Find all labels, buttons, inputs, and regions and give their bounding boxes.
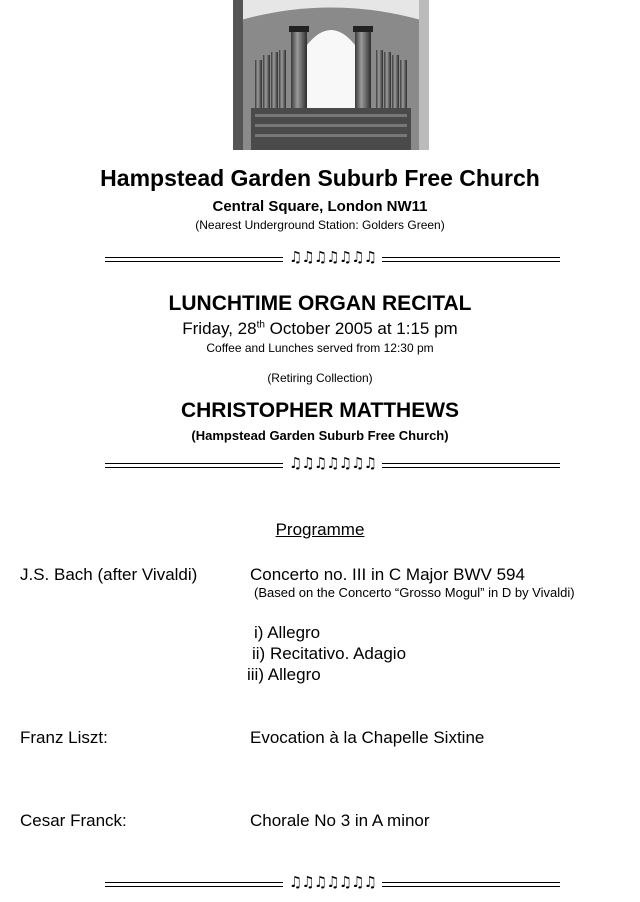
organ-photo xyxy=(233,0,429,150)
work-bach-concerto: Concerto no. III in C Major BWV 594 xyxy=(250,565,525,584)
event-date-suffix: October 2005 at 1:15 pm xyxy=(264,319,458,338)
divider-rule-left xyxy=(105,463,283,469)
composer-bach: J.S. Bach (after Vivaldi) xyxy=(20,565,198,584)
church-address: Central Square, London NW11 xyxy=(212,198,428,215)
music-notes-icon: ♫♫♫♫♫♫♫ xyxy=(288,248,377,266)
work-franck: Chorale No 3 in A minor xyxy=(250,811,430,830)
work-bach-note: (Based on the Concerto “Grosso Mogul” in D by Vivaldi) xyxy=(254,585,575,600)
divider-rule-left xyxy=(105,882,283,888)
movement-1: i) Allegro xyxy=(254,623,321,642)
nearest-station: (Nearest Underground Station: Golders Green) xyxy=(195,218,445,232)
music-divider xyxy=(105,250,560,270)
composer-liszt: Franz Liszt: xyxy=(20,728,108,747)
performer-affiliation: (Hampstead Garden Suburb Free Church) xyxy=(191,428,449,443)
music-divider xyxy=(105,456,560,476)
music-divider xyxy=(105,875,560,895)
event-title: LUNCHTIME ORGAN RECITAL xyxy=(168,292,472,315)
divider-rule-right xyxy=(382,463,560,469)
movement-3: iii) Allegro xyxy=(247,665,321,684)
church-name: Hampstead Garden Suburb Free Church xyxy=(100,165,540,191)
divider-rule-right xyxy=(382,257,560,263)
coffee-note: Coffee and Lunches served from 12:30 pm xyxy=(206,341,434,355)
event-date-ordinal: th xyxy=(256,319,265,331)
collection-note: (Retiring Collection) xyxy=(267,371,373,385)
performer-name: CHRISTOPHER MATTHEWS xyxy=(180,399,460,422)
music-notes-icon: ♫♫♫♫♫♫♫ xyxy=(288,454,377,472)
programme-title: Programme xyxy=(275,520,365,539)
divider-rule-right xyxy=(382,882,560,888)
event-date xyxy=(0,319,640,339)
composer-franck: Cesar Franck: xyxy=(20,811,127,830)
divider-rule-left xyxy=(105,257,283,263)
movement-2: ii) Recitativo. Adagio xyxy=(252,644,407,663)
work-liszt: Evocation à la Chapelle Sixtine xyxy=(250,728,485,747)
event-date-prefix: Friday, 28 xyxy=(182,319,257,338)
music-notes-icon: ♫♫♫♫♫♫♫ xyxy=(288,873,377,891)
organ-pipes-illustration xyxy=(233,0,429,150)
